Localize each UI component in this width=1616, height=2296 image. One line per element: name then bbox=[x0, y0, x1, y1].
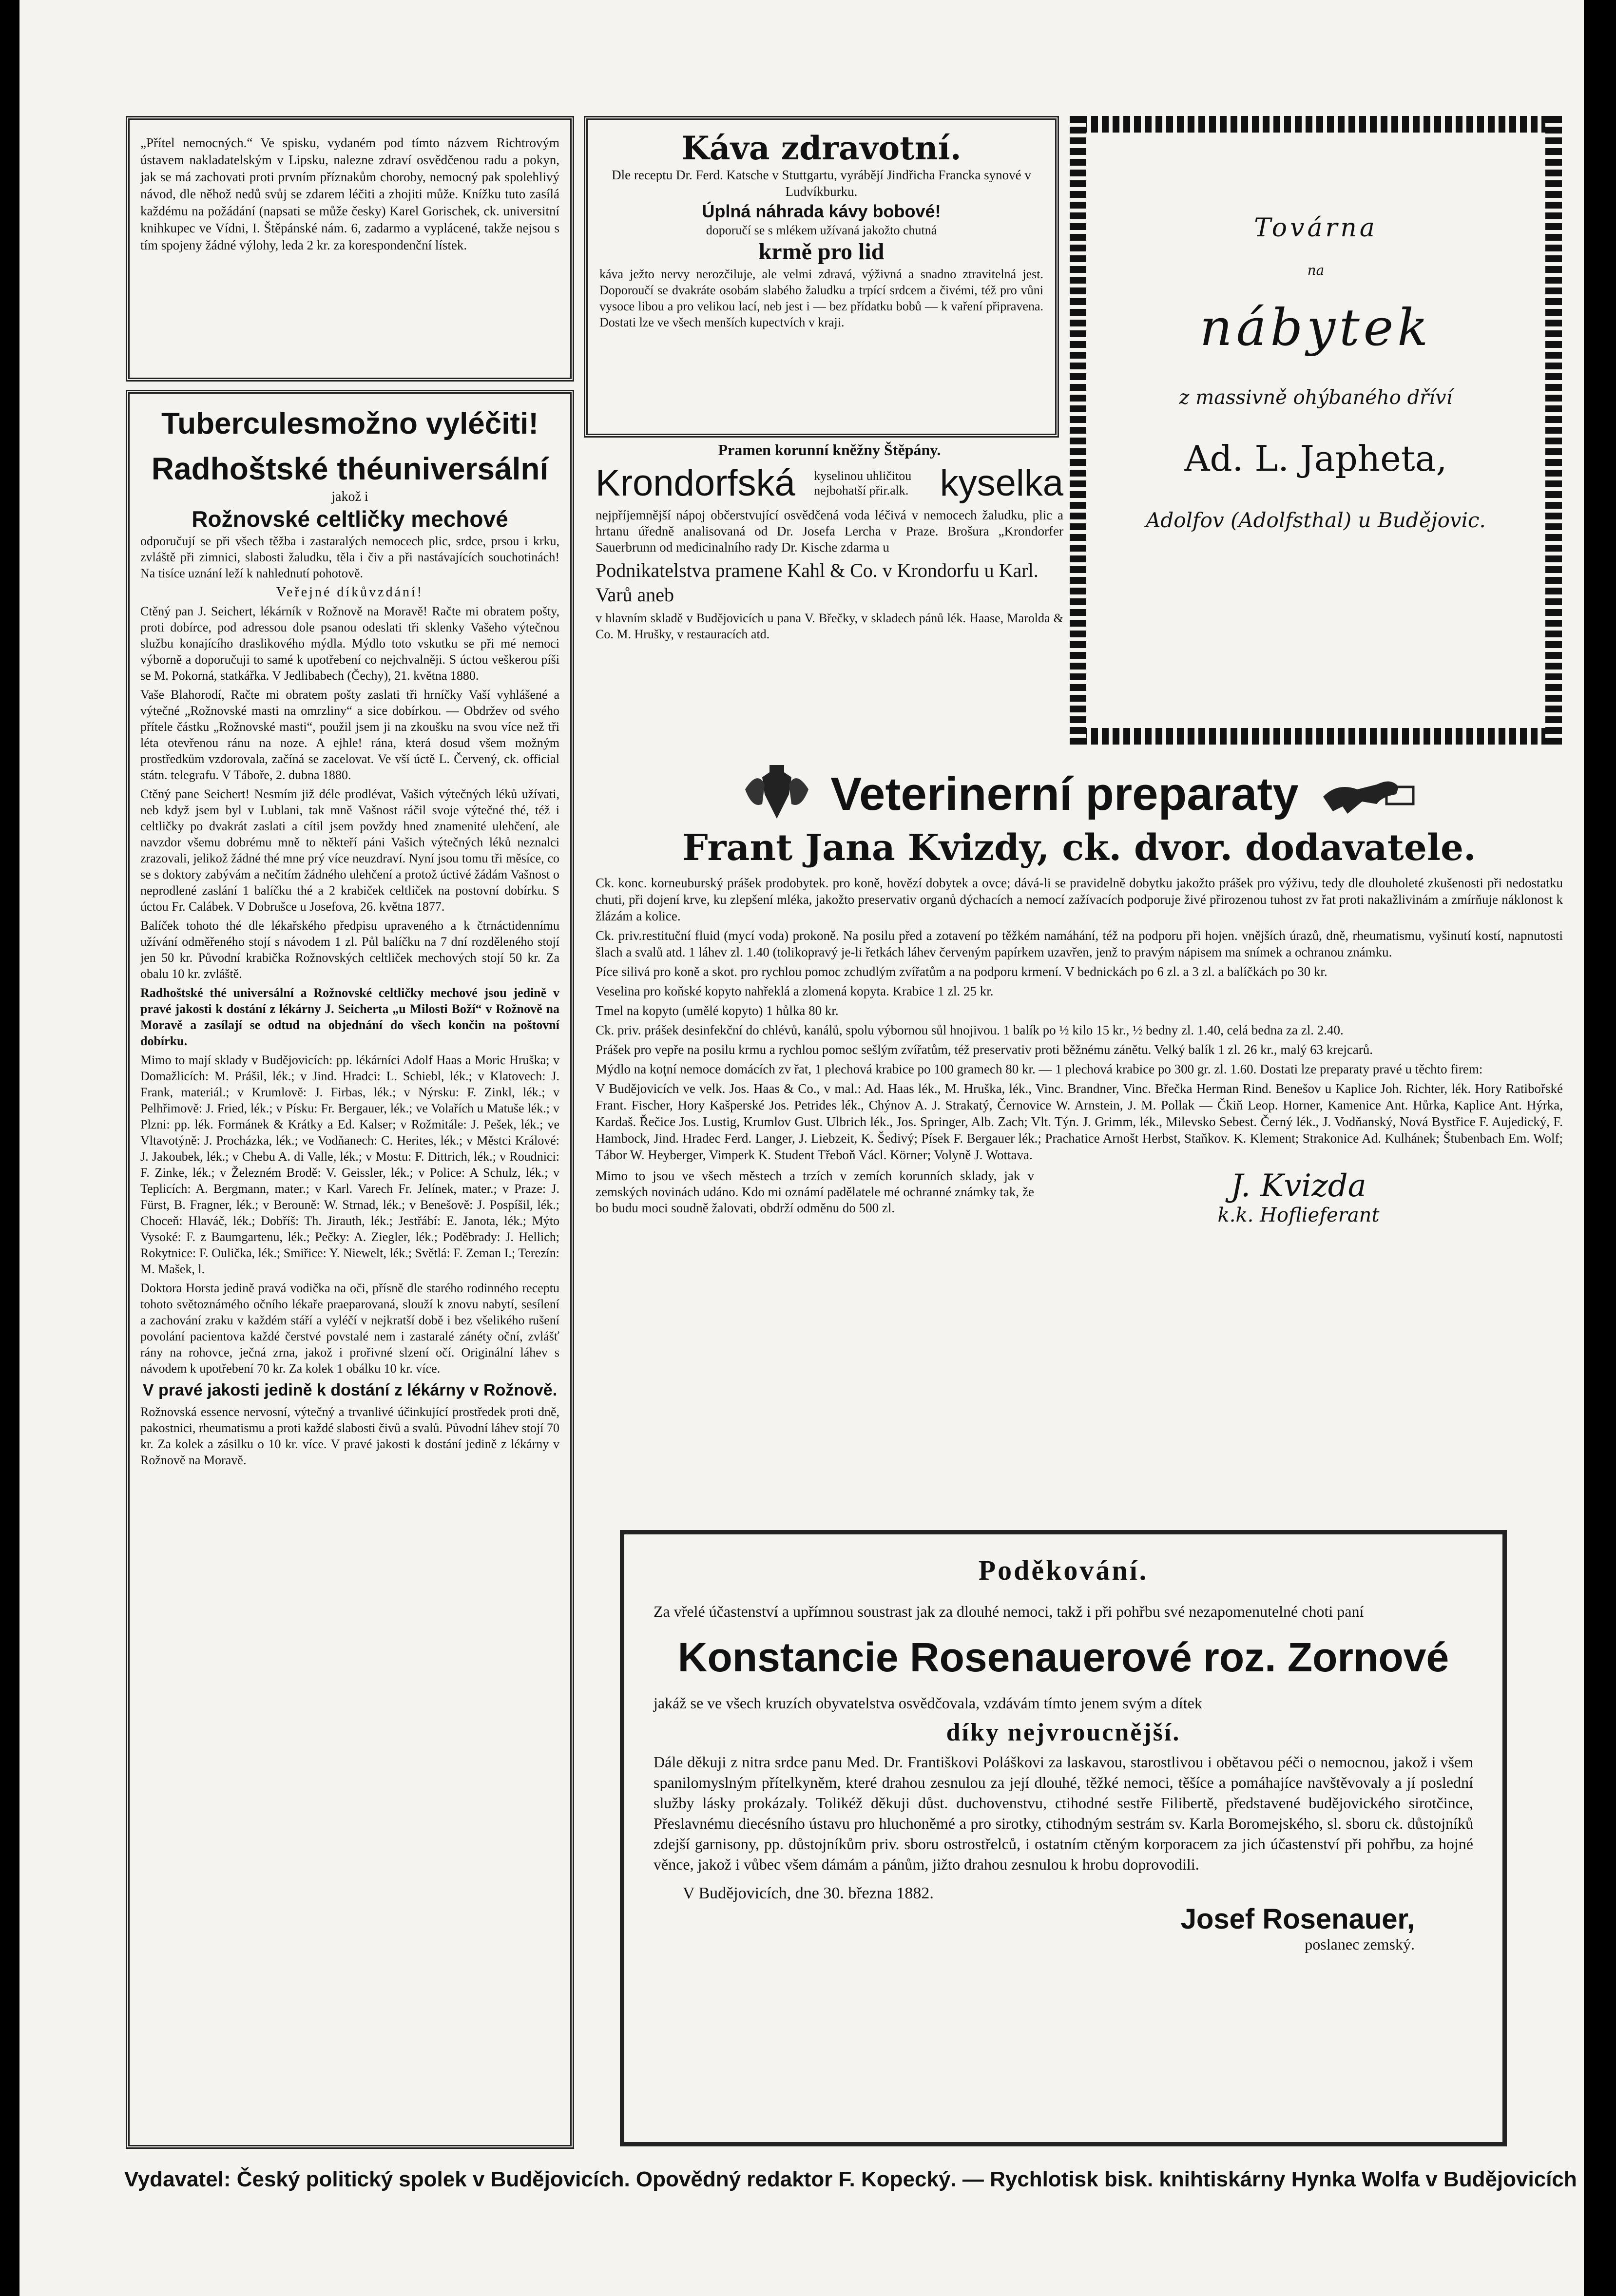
thanks-date: V Budějovicích, dne 30. března 1882. bbox=[683, 1884, 934, 1902]
chain-border-bottom bbox=[1070, 728, 1562, 745]
chain-border-top bbox=[1070, 116, 1562, 133]
deceased-name: Konstancie Rosenauerové roz. Zornové bbox=[677, 1634, 1449, 1680]
friend-ad-text: „Přítel nemocných.“ Ve spisku, vydaném pod tímto názvem Richtrovým ústavem nakladatelským v Lipsku, nalezne zdraví osvědčenou radu a pokyn, jak se má zachovati proti prvním příznakům choroby, nemocný pak spolehlivý návod, dle něhož nedů svůj se zdarem léčiti a zhojiti může. Knížku tuto zasílá každému na požádání (napsati se může česky) Karel Gorischek, ck. universitní knihkupec ve Vídni, I. Štěpánské nám. 6, zadarmo a vyplácené, takže nejsou s tím spojeny žádné výlohy, leda 2 kr. za korespondenční lístek. bbox=[140, 135, 559, 252]
genuine-text: V pravé jakosti jedině k dostání z lékárny v Rožnově. bbox=[142, 1381, 558, 1399]
coffee-body: káva ježto nervy nerozčiluje, ale velmi zdravá, výživná a snadno ztravitelná jest. Doporoučí se dvakráte osobám slabého žaludku a trpící srdcem a čivémi, též pro vůni vysoce libou a pro velikou lací, neb jest i — bez přídatku bobů — k vaření připravena. Dostati lze ve všech menších kupectvích v kraji. bbox=[599, 267, 1043, 329]
warning-text: Radhoštské thé universální a Rožnovské celtličky mechové jsou jedině v pravé jakosti k dostání z lékárny J. Seicherta „u Milosti Boží“ v Rožnově na Moravě a zasílají se odtud na objednání do všech končin na poštovní dobírku. bbox=[140, 986, 559, 1048]
product-subtitle: Rožnovské celtličky mechové bbox=[192, 506, 508, 532]
horse-icon bbox=[1318, 767, 1416, 821]
veterinary-ad bbox=[596, 763, 1563, 1520]
na-label: na bbox=[1307, 262, 1325, 278]
furniture-ad bbox=[1070, 116, 1562, 745]
intro-text: odporučují se při všech těžba i zastaralých nemocech plic, srdce, prsou i krku, zvláště při zimnici, slabosti žaludku, těla i čiv a při nastávajících souchotinách! Na tisíce uznání leží k nahlednutí pohotově. bbox=[140, 534, 559, 580]
thanks-title: Poděkování. bbox=[978, 1554, 1149, 1586]
vet-p9: V Budějovicích ve velk. Jos. Haas & Co., v mal.: Ad. Haas lék., M. Hruška, lék., Vinc. Brandner, Vinc. Břečka Herman Rind. Benešov u Kaplice Joh. Richter, lék. Hory Ratibořské Frant. Fischer, Hory Kašperské Jos. Petrides lék., Chýnov A. J. Strakatý, Černovice W. Arnstein, J. M. Pollak — Čkiň Leop. Horner, Kamenice Ant. Hůrka, Kaplice Ant. Hýrka, Kardaš. Řečice Jos. Lustig, Krumlov Gust. Ulbrich lék., Jos. Springer, Alb. Zach; Vlt. Týn. J. Grimm, lék., Milevsko Sebest. Černý lék., J. Vodňanský, Nová Bystřice F. Aujedický, F. Hambock, Jind. Hradec Ferd. Langer, J. Liebzeit, K. Šedivý; Písek F. Bergauer lék.; Prachatice Arnošt Herbst, Staňkov. K. Klement; Strakonice Ad. Kulhánek; Štubenbach Em. Wolf; Tábor W. Heyberger, Vimperk K. Student Třeboň Václ. Körner; Volyně J. Wottava. bbox=[596, 1081, 1563, 1162]
coffee-subtitle: Úplná náhrada kávy bobové! bbox=[702, 201, 941, 221]
coffee-line-1: Dle receptu Dr. Ferd. Katsche v Stuttgartu, vyrábějí Jindřicha Francka synové v Ludvíkburku. bbox=[612, 168, 1031, 199]
coat-of-arms-icon bbox=[743, 765, 811, 823]
thanks-heading-deep: díky nejvroucnější. bbox=[946, 1719, 1181, 1746]
pricing-text: Balíček tohoto thé dle lékařského předpisu upraveného a k čtrnáctidennímu užívání odměřeného stojí s návodem 1 zl. Půl balíčku na 7 dní rozděleného stojí jen 50 kr. Původní krabička Rožnovských celtliček mechových stojí 50 kr. Za obalu 10 kr. zvláště. bbox=[140, 918, 559, 981]
thanks-heading: Veřejné díkůvzdání! bbox=[276, 585, 424, 600]
coffee-slogan: krmě pro lid bbox=[758, 239, 885, 265]
vet-p10: Mimo to jsou ve všech městech a trzích v zemích korunních sklady, jak v zemských novinách udáno. Kdo mi oznámí padělatele mé ochranné známky tak, že bo budu moci soudně žalovati, obdrží odměnu do 500 zl. bbox=[596, 1168, 1034, 1215]
coffee-line-2: doporučí se s mlékem užívaná jakožto chutná bbox=[706, 223, 937, 237]
essence-text: Rožnovská essence nervosní, výtečný a trvanlivé účinkující prostředek proti dně, pakostnici, rheumatismu a proti každé slabosti čivů a svalů. Původní láhev stojí 70 kr. Za kolek a zásilku o 10 kr. více. V pravé jakosti k dostání jedině z lékárny v Rožnově na Moravě. bbox=[140, 1405, 559, 1467]
thanks-p1: Za vřelé účastenství a upřímnou soustrast jak za dlouhé nemoci, takž i při pohřbu své nezapomenutelné choti paní bbox=[654, 1603, 1364, 1620]
krondorf-text-1: nejpříjemnější nápoj občerstvující osvědčená voda léčivá v nemocech žaludku, plic a hrtanu úředně analisovaná od Dr. Josefa Lercha v Praze. Brošura „Krondorfer Sauerbrunn od medicinalního rady Dr. Kische zdarma u bbox=[596, 508, 1063, 555]
horst-text: Doktora Horsta jedině pravá vodička na oči, přísně dle starého rodinného receptu tohoto světoznámého očního lékaře praeparovaná, slouží k znovu nabytí, sesílení a zachování zraku v každém stáří a vyléčí v nejkratší době i bez všelikého rušení povolání pacientova každé čerstvé povstalé nem i zastaralé zánéty oční, zvlášť rány na rohovce, ječná zrna, jakož i prořivné slzení očí. Originální láhev s návodem k upotřebení 70 kr. Za kolek 1 obálku 10 kr. více. bbox=[140, 1281, 559, 1376]
vet-p3: Píce silivá pro koně a skot. pro rychlou pomoc zchudlým zvířatům a na podporu krmení. V bednickách po 6 zl. a 3 zl. a balíčkách po 30 kr. bbox=[596, 964, 1327, 979]
vet-p2: Ck. priv.restituční fluid (mycí voda) prokoně. Na posilu před a zotavení po těžkém namáhání, též na podporu při hojen. vnějších úrazů, dně, rheumatismu, vyšinutí kostí, napnutosti šlach a svalů atd. 1 láhev zl. 1.40 (tolikopravý je-li řetkách láhev červeným papírkem uzavřen, jenž to pravým nápisem ma snímek a ochranou známku. bbox=[596, 928, 1563, 959]
vet-p5: Tmel na kopyto (umělé kopyto) 1 hůlka 80 kr. bbox=[596, 1003, 839, 1018]
jakoz-label: jakož i bbox=[331, 489, 368, 504]
vet-p4: Veselina pro koňské kopyto nahřeklá a zlomená kopyta. Krabice 1 zl. 25 kr. bbox=[596, 984, 994, 998]
vet-p1: Ck. konc. korneuburský prášek prodobytek. pro koně, hovězí dobytek a ovce; dává-li se pravidelně dobytku jakožto prášek pro výživu, tedy dle dlouholeté zkušenosti při nedostatku chuti, při dojení krve, ku zlepšení mléka, jakožto preservativ organů dýchacích a nemocí zažívacích podporuje živé přirozenou tuhost zv řat proti nakažlivinám a zmírňuje náklonost k žlázám a kolice. bbox=[596, 876, 1563, 923]
vet-p8: Mýdlo na koţní nemoce domácích zv řat, 1 plechová krabice po 100 gramech 80 kr. — 1 plechová krabice po 300 gr. zl. 1.60. Dostati lze preparaty pravé u těchto firem: bbox=[596, 1062, 1483, 1076]
signer-role: poslanec zemský. bbox=[1305, 1935, 1415, 1953]
chain-border-left bbox=[1070, 116, 1086, 745]
krondorf-middle: kyselinou uhličitou nejbohatší přir.alk. bbox=[814, 468, 912, 497]
coffee-ad bbox=[584, 116, 1059, 438]
krondorf-brand-left: Krondorfská bbox=[596, 462, 795, 504]
krondorf-ad bbox=[596, 441, 1063, 753]
coffee-title: Káva zdravotní. bbox=[681, 129, 962, 167]
letter-1: Ctěný pan J. Seichert, lékárník v Rožnově na Moravě! Račte mi obratem pošty, proti dobírce, pod adressou dole psanou odeslati tři sklenky Vašeho výtečnou službu konajícího draslikového mýdla. Mýdlo toto vskutku se při mé nemoci výborně a doporučuji to samé k upotřebení co nejchvalněji. S úctou veškerou píši se M. Pokorná, statkářka. V Jedlibabech (Čechy), 21. května 1880. bbox=[140, 604, 559, 683]
signer-name: Josef Rosenauer, bbox=[1180, 1903, 1415, 1935]
vet-p7: Prášek pro vepře na posilu krmu a rychlou pomoc sešlým zvířatům, též preservativ proti běžnému zánětu. Velký balík 1 zl. 26 kr., malý 63 krejcarů. bbox=[596, 1042, 1373, 1057]
friend-ad bbox=[126, 116, 574, 382]
vet-p6: Ck. priv. prášek desinfekční do chlévů, kanálů, spolu výbornou sůl hnojivou. 1 balík po ½ kilo 15 kr., ½ bedny zl. 1.40, celá bedna za zl. 2.40. bbox=[596, 1023, 1344, 1037]
tuberculosis-headline: Tuberculesmožno vyléčiti! bbox=[161, 407, 539, 440]
material-label: z massivně ohýbaného dříví bbox=[1179, 386, 1453, 409]
krondorf-text-2: v hlavním skladě v Budějovicích u pana V. Břečky, v skladech pánů lék. Haase, Marolda & Co. M. Hrušky, v restauracích atd. bbox=[596, 611, 1063, 641]
signature-title: k.k. Hoflieferant bbox=[1217, 1204, 1380, 1226]
krondorf-company: Podnikatelstva pramene Kahl & Co. v Krondorfu u Karl. Varů aneb bbox=[596, 559, 1039, 606]
signature-name: J. Kvizda bbox=[1231, 1168, 1366, 1204]
depots-text: Mimo to mají sklady v Budějovicích: pp. lékárníci Adolf Haas a Moric Hruška; v Domažlicích: M. Prášil, lék.; v Jind. Hradci: L. Schiebl, lék.; v Klatovech: J. Frank, materiál.; v Krumlově: J. Firbas, lék.; v Nýrsku: F. Zinkl, lék.; v Pelhřimově: J. Fried, lék.; v Písku: Fr. Bergauer, lék.; ve Volařích u Matuše lék.; v Plzni: pp. lék. Formánek & Krátky a Ed. Kalser; v Rožmitále: J. Pešek, lék.; ve Vltavotýně: J. Procházka, lék.; ve Vodňanech: C. Herites, lék.; v Městci Králové: J. Jakoubek, lék.; v Chebu A. di Valle, lék.; v Mostu: F. Dittrich, lék.; v Roudnici: F. Zinke, lék.; v Železném Brodě: V. Geissler, lék.; v Police: A Schulz, lék.; v Teplicích: A. Bergmann, mater.; v Karl. Varech Fr. Jelínek, mater.; v Praze: J. Fürst, B. Fragner, lék.; v Berouně: W. Strnad, lék.; v Benešově: J. Pospíšil, lék.; Choceň: Hlaváč, lék.; Dobříš: Th. Jirauth, lék.; Jestřábí: E. Janota, lék.; Mýto Vysoké: F. z Baumgartenu, lék.; Pečky: A. Ziegler, lék.; Poděbrady: J. Hellich; Rokytnice: F. Oulička, lék.; Smiřice: Y. Niewelt, lék.; Světlá: F. Zeman I.; Terezín: M. Mašek, l. bbox=[140, 1053, 559, 1276]
publisher-footer: Vydavatel: Český politický spolek v Budějovicích. Opovědný redaktor F. Kopecký. — Rychlotisk bisk. knihtiskárny Hynka Wolfa v Budějovicích bbox=[124, 2167, 1577, 2191]
thanks-ad bbox=[620, 1530, 1507, 2146]
company-label: Ad. L. Japheta, bbox=[1184, 438, 1447, 479]
product-label: nábytek bbox=[1199, 298, 1432, 357]
thanks-p2: jakáž se ve všech kruzích obyvatelstva osvědčovala, vzdávám tímto jenem svým a dítek bbox=[654, 1694, 1202, 1712]
letter-2: Vaše Blahorodí, Račte mi obratem pošty zaslati tři hrníčky Vaší vyhlášené a výtečné „Rožnovské masti na omrzliny“ a sice dobírkou. — Obdržev od svého přítele částku „Rožnovské masti“, použil jsem ji na zkoušku na svou více než tři léta otevřenou ránu na noze. A ejhle! rána, která dosud všem možným prostředkům vzdorovala, začíná se zacelovat. Ve vší úctě L. Červený, ck. official státn. telegrafu. V Táboře, 2. dubna 1880. bbox=[140, 688, 559, 782]
chain-border-right bbox=[1545, 116, 1562, 745]
tuberculosis-ad bbox=[126, 390, 574, 2149]
krondorf-top: Pramen korunní kněžny Štěpány. bbox=[718, 441, 941, 459]
factory-label: Továrna bbox=[1254, 213, 1378, 243]
letter-3: Ctěný pane Seichert! Nesmím již déle prodlévat, Vašich výtečných léků užívati, neb když jsem byl v Lublani, tak mně Vašnost ráčil svoje výtečné thé, též i celtličky po dvakrát zaslati a cítil jsem povždy hned znamenité ulehčení, ale navzdor všemu dobrému mně to někteří páni Vašich výtečných léků neznalci zrazovali, jelikož žádné thé mne prý více neuzdraví. Nyní jsou tomu tři měsíce, co se s doktory zabývám a nečitím žádného ulehčení a protož úctivé žádám Vašnost o neprodlené zaslání 1 balíčku thé a 2 krabiček celtliček na postovní dobírku. S úctou Fr. Calábek. V Dobrušce u Josefova, 26. května 1877. bbox=[140, 787, 559, 914]
veterinary-supplier: Frant Jana Kvizdy, ck. dvor. dodavatele. bbox=[682, 827, 1476, 869]
thanks-p3: Dále děkuji z nitra srdce panu Med. Dr. Františkovi Poláškovi za laskavou, starostlivou i obětavou péči o nemocnou, jakož i všem spanilomyslným přítelkyněm, které drahou zesnulou za její dlouhé, těžké nemoci, těšíce a pomáhajíce navštěvovaly a jí poslední služby lásky prokázaly. Tolikéž děkuji důst. duchovenstvu, ctihodné sestře Filibertě, představené budějovického sirotčince, Přeslavnému diecésního ústavu pro hluchoněmé a pro sirotky, ctihodným sestrám sv. Karla Boromejského, sl. sboru ck. důstojníků zdejší garnisony, pp. důstojníkům priv. sboru ostrostřelců, i ostatním ctěným korporacem za jich účastenství při pohřbu, za hojné věnce, jakož i vůbec všem dámám a pánům, jižto drahou zesnulou k hrobu doprovodili. bbox=[654, 1753, 1473, 1873]
product-title: Radhoštské théuniversální bbox=[151, 451, 549, 486]
veterinary-title: Veterinerní preparaty bbox=[830, 768, 1299, 820]
krondorf-brand-right: kyselka bbox=[940, 462, 1063, 504]
location-label: Adolfov (Adolfsthal) u Budějovic. bbox=[1146, 508, 1486, 532]
